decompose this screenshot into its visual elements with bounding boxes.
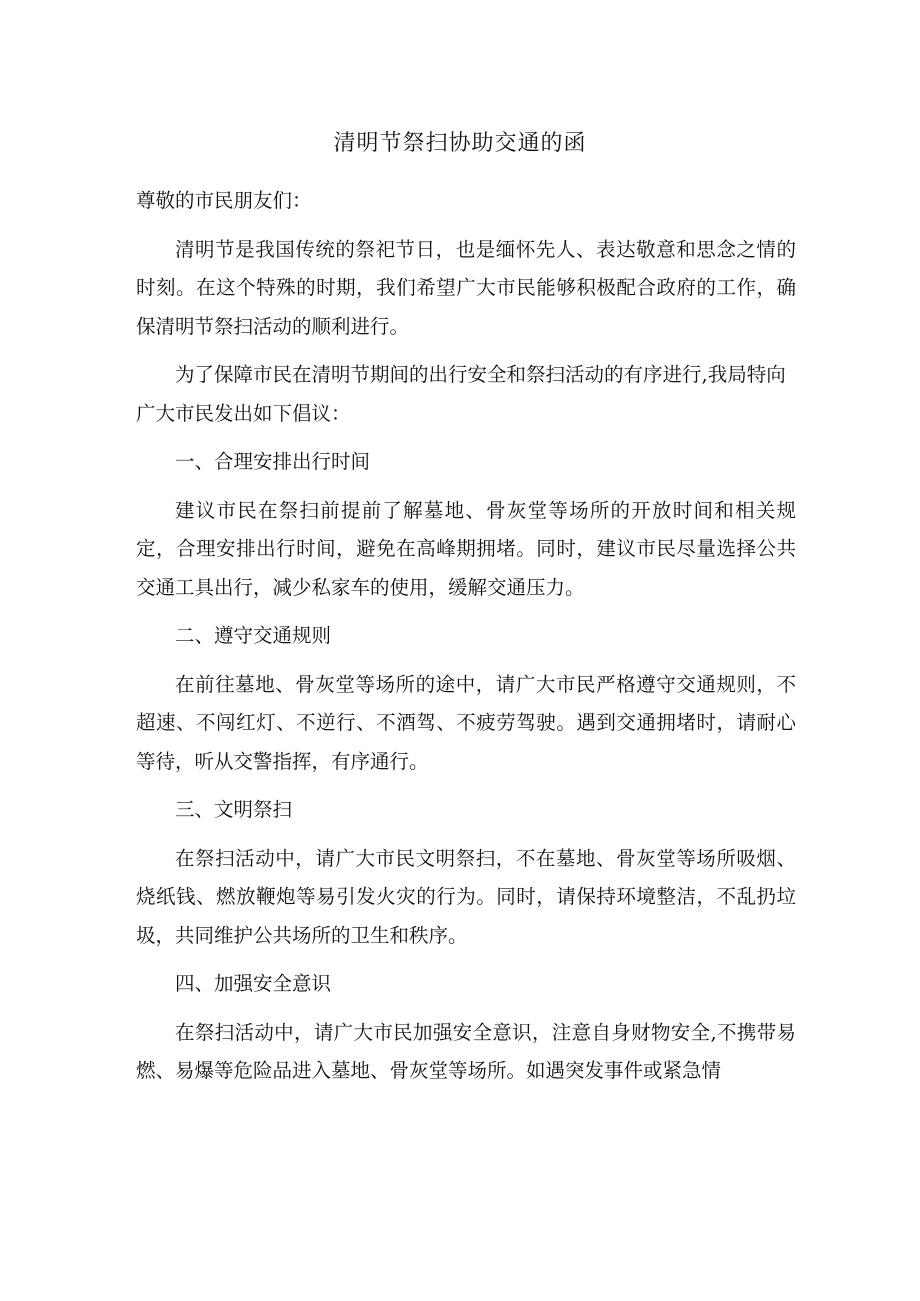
section-heading-2: 二、遵守交通规则 <box>175 624 332 647</box>
document-title: 清明节祭扫协助交通的函 <box>333 131 587 156</box>
document-body <box>136 182 796 1101</box>
section-body-2: 在前往墓地、骨灰堂等场所的途中，请广大市民严格遵守交通规则，不超速、不闯红灯、不逆行、不酒驾、不疲劳驾驶。遇到交通拥堵时，请耐心等待，听从交警指挥，有序通行。 <box>136 672 796 773</box>
paragraph-intro: 清明节是我国传统的祭祀节日，也是缅怀先人、表达敬意和思念之情的时刻。在这个特殊的时期，我们希望广大市民能够积极配合政府的工作，确保清明节祭扫活动的顺利进行。 <box>136 237 796 338</box>
section-heading-3: 三、文明祭扫 <box>175 798 293 821</box>
section-body-3: 在祭扫活动中，请广大市民文明祭扫，不在墓地、骨灰堂等场所吸烟、烧纸钱、燃放鞭炮等易引发火灾的行为。同时，请保持环境整洁，不乱扔垃圾，共同维护公共场所的卫生和秩序。 <box>136 846 796 947</box>
section-body-4: 在祭扫活动中，请广大市民加强安全意识，注意自身财物安全,不携带易燃、易爆等危险品进入墓地、骨灰堂等场所。如遇突发事件或紧急情 <box>136 1020 796 1082</box>
section-body-1: 建议市民在祭扫前提前了解墓地、骨灰堂等场所的开放时间和相关规定，合理安排出行时间，避免在高峰期拥堵。同时，建议市民尽量选择公共交通工具出行，减少私家车的使用，缓解交通压力。 <box>136 498 796 599</box>
section-heading-4: 四、加强安全意识 <box>175 972 332 995</box>
section-heading-1: 一、合理安排出行时间 <box>175 450 371 473</box>
paragraph-initiative: 为了保障市民在清明节期间的出行安全和祭扫活动的有序进行,我局特向广大市民发出如下倡议： <box>136 363 786 425</box>
salutation: 尊敬的市民朋友们： <box>136 189 312 212</box>
